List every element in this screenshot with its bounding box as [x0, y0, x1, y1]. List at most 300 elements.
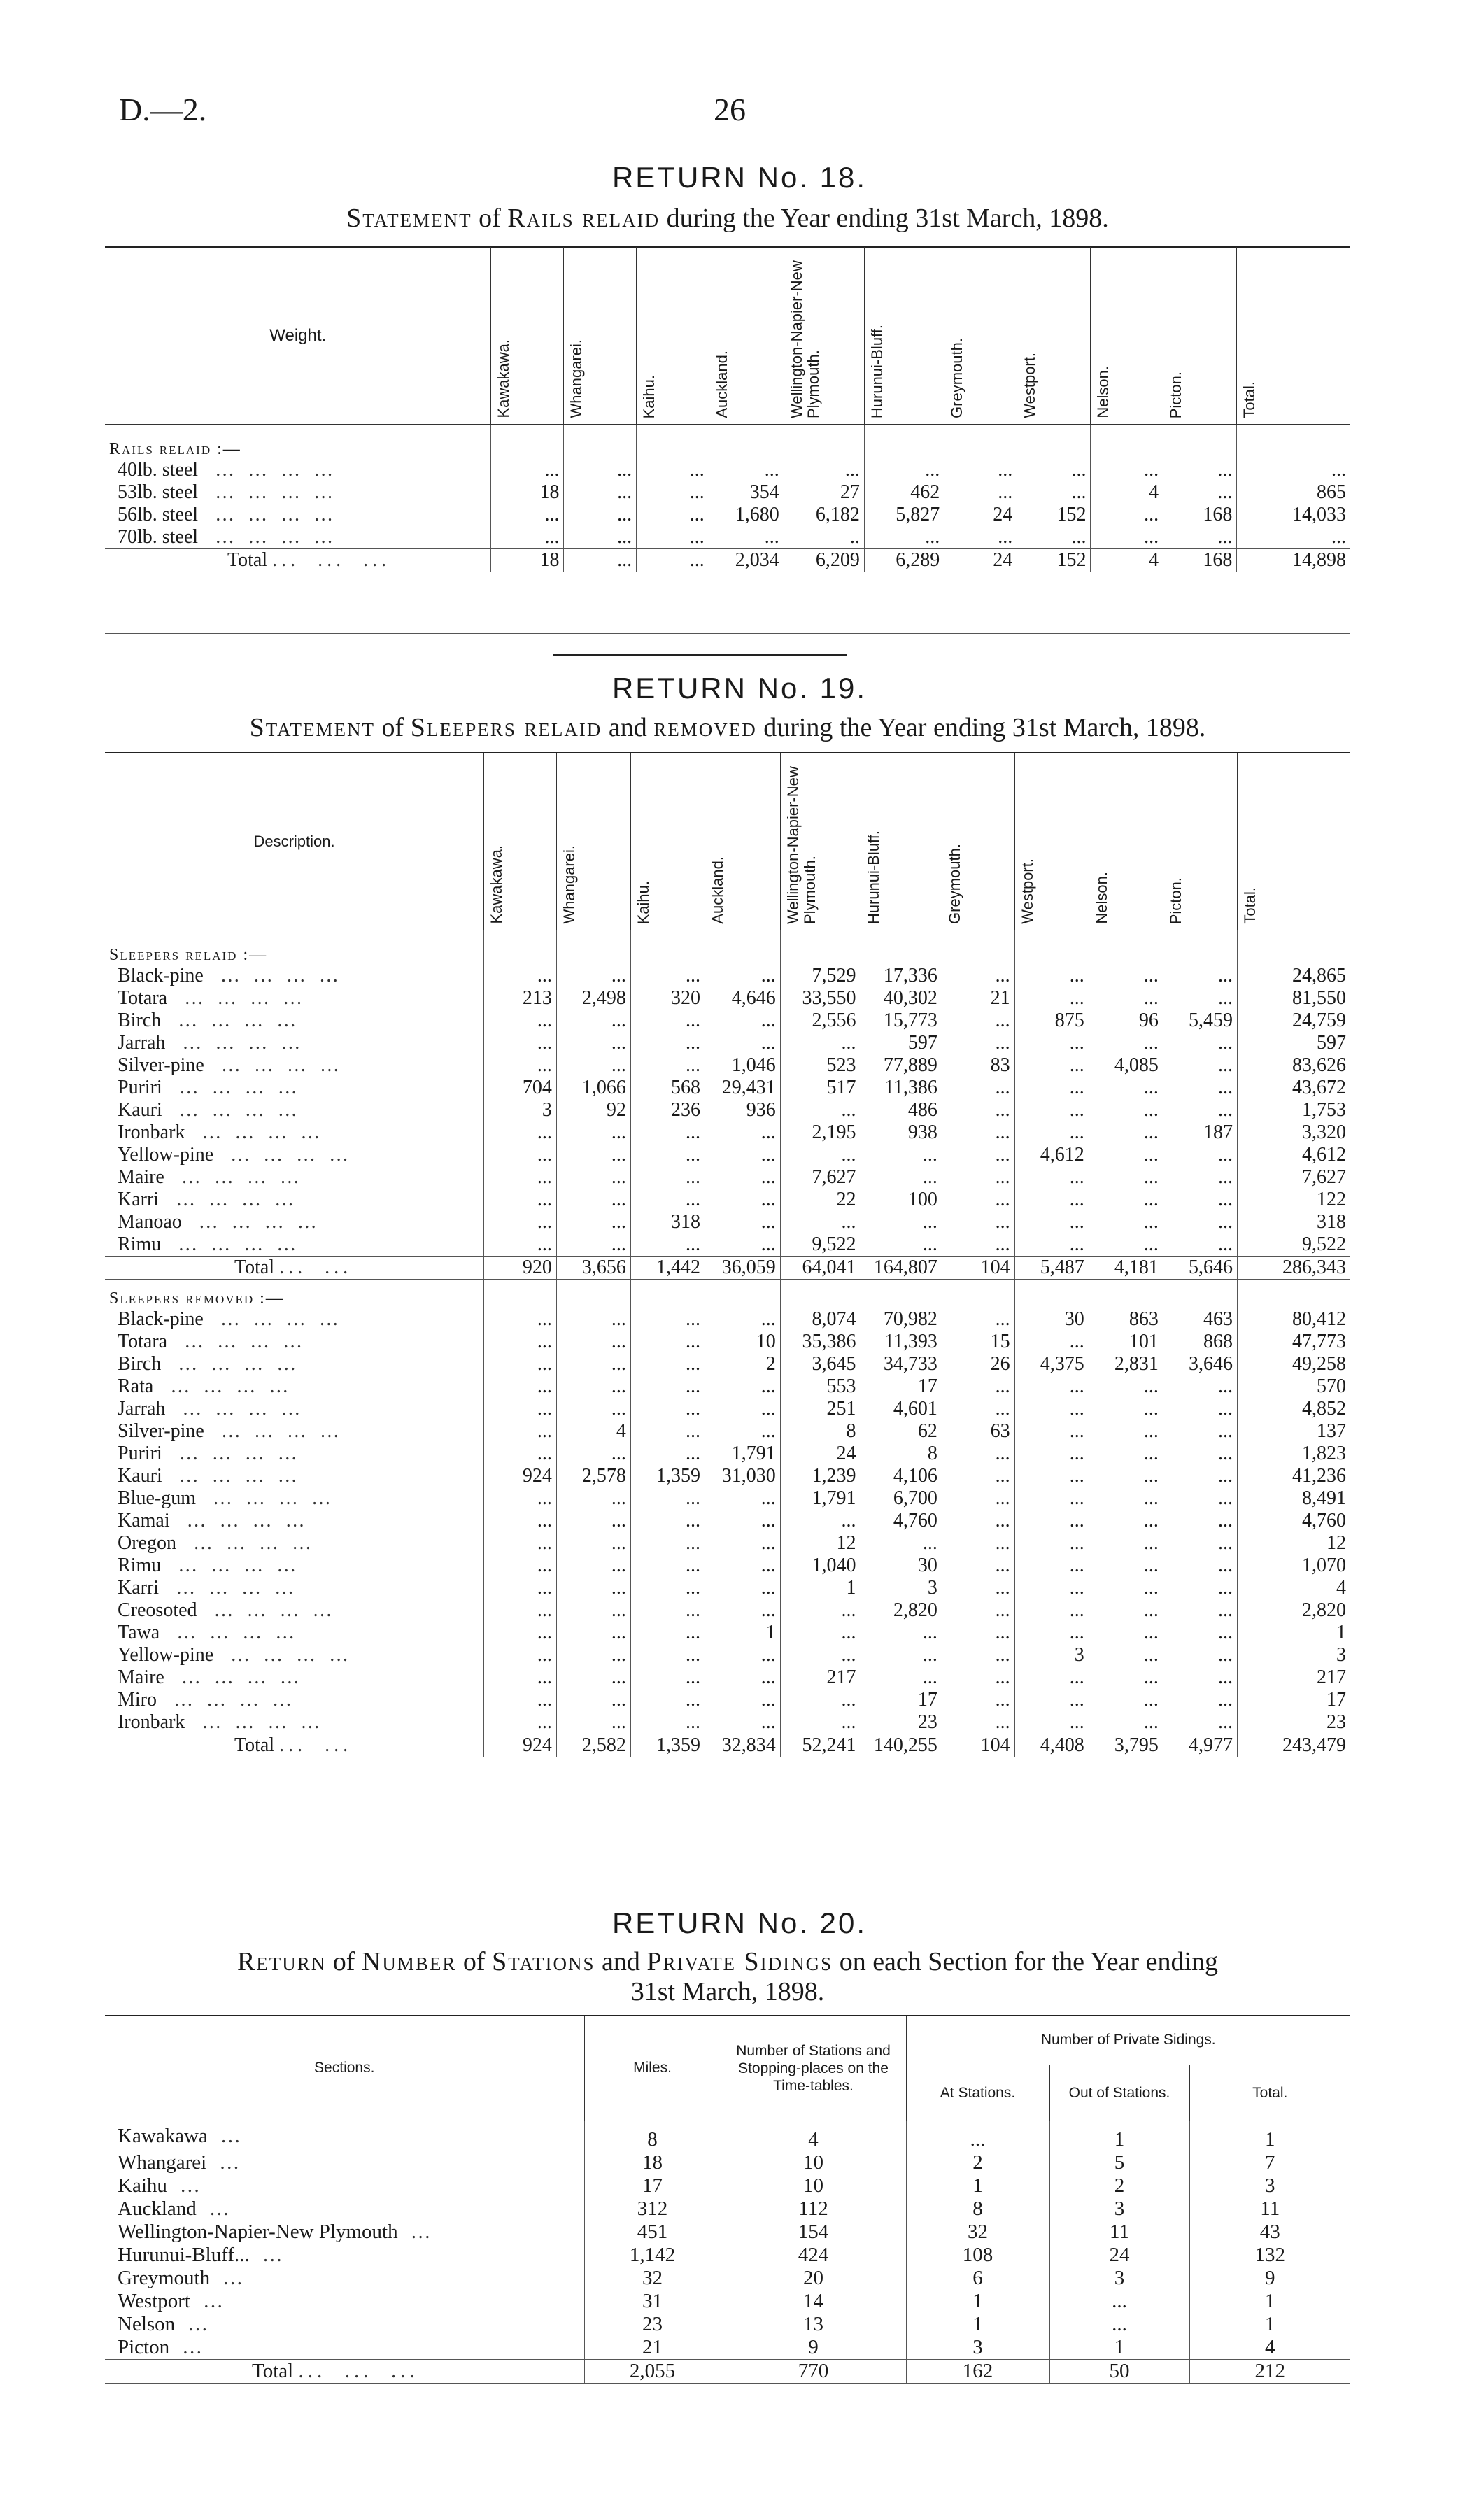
cell-value: 3	[1049, 2267, 1189, 2290]
table-row: Puriri … … … … ... ... ... 1,791 24 8 ... ... ... ... 1,823	[105, 1443, 1350, 1465]
cell-value: ...	[944, 526, 1017, 549]
cell-value: 217	[780, 1666, 861, 1689]
table-row: Manoao … … … … ... ... 318 ... ... ... ... ... ... ... 318	[105, 1211, 1350, 1233]
cell-value: ...	[1163, 1510, 1237, 1532]
cell-value: ...	[1089, 1487, 1163, 1510]
cell-value: 9	[1189, 2267, 1350, 2290]
separator-rule	[553, 654, 847, 656]
cell-value: ...	[484, 1689, 557, 1711]
table-row: Creosoted … … … … ... ... ... ... ... 2,820 ... ... ... ... 2,820	[105, 1599, 1350, 1622]
cell-value: ...	[1089, 1166, 1163, 1189]
cell-value: ...	[484, 1233, 557, 1257]
cell-value: 11,386	[861, 1077, 942, 1099]
cell-value: 424	[721, 2244, 906, 2267]
cell-value: ...	[1014, 1599, 1089, 1622]
row-label: Maire	[118, 1666, 164, 1688]
cell-value: 1,046	[705, 1054, 781, 1077]
cell-value: 4,646	[705, 987, 781, 1010]
cell-value: ...	[1014, 1465, 1089, 1487]
section-name: Kawakawa	[118, 2125, 208, 2147]
cell-value: ...	[906, 2121, 1049, 2152]
return-19-statement: Statement of Sleepers relaid and removed during the Year ending 31st March, 1898.	[249, 713, 1206, 742]
cell-value: ...	[861, 1211, 942, 1233]
cell-value: 23	[861, 1711, 942, 1734]
section-name: Greymouth	[118, 2267, 211, 2289]
row-label: Creosoted	[118, 1599, 197, 1621]
cell-value: ...	[942, 1099, 1014, 1121]
cell-value: ...	[1237, 526, 1350, 549]
table-row: Puriri … … … … 704 1,066 568 29,431 517 11,386 ... ... ... ... 43,672	[105, 1077, 1350, 1099]
cell-value: ...	[556, 965, 630, 987]
return-19-table	[105, 753, 1350, 1757]
return-18-table	[105, 247, 1350, 572]
cell-value: 570	[1237, 1375, 1350, 1398]
cell-value: 4,601	[861, 1398, 942, 1420]
cell-value: 924	[484, 1465, 557, 1487]
document-reference: D.—2.	[119, 92, 207, 127]
cell-value: 4	[556, 1420, 630, 1443]
cell-value: ...	[705, 1510, 781, 1532]
cell-value: 1,753	[1237, 1099, 1350, 1121]
cell-value: ...	[491, 504, 564, 526]
cell-value: 3	[906, 2336, 1049, 2360]
cell-value: 868	[1163, 1331, 1237, 1353]
column-header: Hurunui-Bluff.	[861, 753, 942, 930]
cell-value: ...	[705, 1599, 781, 1622]
row-label: Jarrah	[118, 1398, 166, 1420]
cell-value: ...	[942, 965, 1014, 987]
cell-value: ...	[944, 481, 1017, 504]
cell-value: 77,889	[861, 1054, 942, 1077]
cell-value: ...	[705, 1375, 781, 1398]
cell-value: 10	[721, 2174, 906, 2197]
cell-value: ...	[1091, 459, 1163, 481]
cell-value: 4,106	[861, 1465, 942, 1487]
cell-value: 8	[906, 2197, 1049, 2221]
cell-value: ...	[1014, 1711, 1089, 1734]
cell-value: ...	[942, 1166, 1014, 1189]
cell-value: 704	[484, 1077, 557, 1099]
cell-value: ...	[705, 1689, 781, 1711]
cell-value: 318	[630, 1211, 705, 1233]
cell-value: ...	[637, 481, 709, 504]
cell-value: 597	[861, 1032, 942, 1054]
return-20-table	[105, 2016, 1350, 2384]
row-label: Rata	[118, 1375, 154, 1397]
table-row: Oregon … … … … ... ... ... ... 12 ... ... ... ... ... 12	[105, 1532, 1350, 1555]
total-value: ...	[637, 549, 709, 572]
total-value: 1,359	[630, 1734, 705, 1757]
cell-value: 27	[784, 481, 864, 504]
cell-value: 24	[780, 1443, 861, 1465]
total-label: Total	[234, 1257, 275, 1278]
cell-value: 17	[1237, 1689, 1350, 1711]
cell-value: 568	[630, 1077, 705, 1099]
cell-value: 312	[584, 2197, 721, 2221]
cell-value: 35,386	[780, 1331, 861, 1353]
cell-value: 1	[1189, 2290, 1350, 2313]
row-label: Birch	[118, 1353, 162, 1375]
cell-value: 9	[721, 2336, 906, 2360]
total-value: 24	[944, 549, 1017, 572]
row-label: Puriri	[118, 1077, 162, 1098]
cell-value: ...	[630, 1644, 705, 1666]
cell-value: 17	[861, 1689, 942, 1711]
page-number: 26	[714, 92, 746, 127]
table-row: Greymouth … 32 20 6 3 9	[105, 2267, 1350, 2290]
cell-value: ...	[861, 1666, 942, 1689]
cell-value: ...	[1163, 1233, 1237, 1257]
cell-value: ...	[1163, 1689, 1237, 1711]
column-header: Auckland.	[709, 247, 784, 425]
row-label: Tawa	[118, 1622, 160, 1643]
cell-value: ...	[942, 1599, 1014, 1622]
return-20-header-row	[105, 2016, 1350, 2065]
cell-value: ...	[942, 1032, 1014, 1054]
cell-value: ...	[556, 1211, 630, 1233]
cell-value: ...	[1014, 1532, 1089, 1555]
total-value: 4,408	[1014, 1734, 1089, 1757]
table-row: Kaihu … 17 10 1 2 3	[105, 2174, 1350, 2197]
cell-value: 33,550	[780, 987, 861, 1010]
return-18-statement: Statement of Rails relaid during the Year ending 31st March, 1898.	[346, 204, 1109, 233]
cell-value: 9,522	[780, 1233, 861, 1257]
cell-value: ...	[484, 1375, 557, 1398]
cell-value: 1	[780, 1577, 861, 1599]
row-label: Blue-gum	[118, 1487, 196, 1509]
total-value: 243,479	[1237, 1734, 1350, 1757]
cell-value: 517	[780, 1077, 861, 1099]
row-label: Kauri	[118, 1099, 162, 1121]
cell-value: ...	[556, 1331, 630, 1353]
cell-value: ...	[1089, 1375, 1163, 1398]
row-label: Totara	[118, 987, 168, 1009]
cell-value: ...	[705, 1577, 781, 1599]
cell-value: 63	[942, 1420, 1014, 1443]
total-value: 104	[942, 1257, 1014, 1280]
cell-value: ...	[630, 965, 705, 987]
total-value: 3,656	[556, 1257, 630, 1280]
cell-value: ...	[1163, 1054, 1237, 1077]
relaid-total-row: Total ... ... 920 3,656 1,442 36,059 64,041 164,807 104 5,487 4,181 5,646 286,343	[105, 1257, 1350, 1280]
cell-value: ...	[484, 1308, 557, 1331]
cell-value: ...	[861, 1532, 942, 1555]
total-value: 168	[1163, 549, 1237, 572]
section-name: Picton	[118, 2336, 170, 2358]
cell-value: ...	[630, 1555, 705, 1577]
cell-value: ...	[484, 965, 557, 987]
cell-value: ...	[942, 1555, 1014, 1577]
cell-value: ...	[1163, 526, 1237, 549]
total-value: ...	[564, 549, 637, 572]
cell-value: 18	[584, 2151, 721, 2174]
row-label: Manoao	[118, 1211, 182, 1233]
cell-value: ...	[1089, 1532, 1163, 1555]
cell-value: ...	[556, 1166, 630, 1189]
cell-value: ...	[484, 1622, 557, 1644]
cell-value: ...	[942, 1121, 1014, 1144]
cell-value: 168	[1163, 504, 1237, 526]
cell-value: ...	[1163, 1077, 1237, 1099]
cell-value: 96	[1089, 1010, 1163, 1032]
cell-value: ...	[556, 1189, 630, 1211]
cell-value: 21	[942, 987, 1014, 1010]
cell-value: 213	[484, 987, 557, 1010]
cell-value: 597	[1237, 1032, 1350, 1054]
table-row: Hurunui-Bluff... … 1,142 424 108 24 132	[105, 2244, 1350, 2267]
cell-value: ...	[861, 1622, 942, 1644]
cell-value: ...	[484, 1510, 557, 1532]
cell-value: ...	[1163, 1443, 1237, 1465]
column-header: Picton.	[1163, 753, 1237, 930]
cell-value: 15,773	[861, 1010, 942, 1032]
cell-value: 865	[1237, 481, 1350, 504]
row-label: Black-pine	[118, 1308, 204, 1330]
cell-value: ...	[780, 1689, 861, 1711]
cell-value: ...	[630, 1121, 705, 1144]
table-row: Kauri … … … … 3 92 236 936 ... 486 ... ... ... ... 1,753	[105, 1099, 1350, 1121]
table-row: Black-pine … … … … ... ... ... ... 8,074 70,982 ... 30 863 463 80,412	[105, 1308, 1350, 1331]
cell-value: 486	[861, 1099, 942, 1121]
cell-value: 92	[556, 1099, 630, 1121]
table-row: 70lb. steel … … … … ... ... ... ... .. ... ... ... ... ... ...	[105, 526, 1350, 549]
cell-value: ...	[1089, 1711, 1163, 1734]
cell-value: ...	[556, 1010, 630, 1032]
row-label: 53lb. steel	[118, 481, 199, 503]
cell-value: ...	[1089, 1465, 1163, 1487]
cell-value: ...	[1163, 1465, 1237, 1487]
cell-value: 462	[864, 481, 944, 504]
table-row: Westport … 31 14 1 ... 1	[105, 2290, 1350, 2313]
cell-value: 1,823	[1237, 1443, 1350, 1465]
cell-value: 8	[584, 2121, 721, 2152]
private-sidings-header: Number of Private Sidings.	[906, 2016, 1350, 2065]
cell-value: 22	[780, 1189, 861, 1211]
total-at-stations: 162	[906, 2360, 1049, 2384]
cell-value: 553	[780, 1375, 861, 1398]
cell-value: ...	[630, 1487, 705, 1510]
cell-value: ...	[705, 1487, 781, 1510]
cell-value: ...	[1089, 1032, 1163, 1054]
cell-value: ...	[630, 1711, 705, 1734]
cell-value: ...	[1089, 1398, 1163, 1420]
cell-value: ...	[1163, 1398, 1237, 1420]
table-row: Silver-pine … … … … ... 4 ... ... 8 62 63 ... ... ... 137	[105, 1420, 1350, 1443]
cell-value: 43	[1189, 2221, 1350, 2244]
cell-value: 26	[942, 1353, 1014, 1375]
cell-value: ...	[1089, 1555, 1163, 1577]
cell-value: ...	[556, 1121, 630, 1144]
cell-value: ...	[556, 1487, 630, 1510]
cell-value: ...	[1163, 1189, 1237, 1211]
cell-value: ...	[705, 1555, 781, 1577]
cell-value: ...	[484, 1577, 557, 1599]
cell-value: ...	[705, 1532, 781, 1555]
cell-value: ...	[1163, 481, 1237, 504]
cell-value: 24,759	[1237, 1010, 1350, 1032]
cell-value: ...	[1014, 1577, 1089, 1599]
cell-value: ...	[1163, 1032, 1237, 1054]
at-stations-header: At Stations.	[906, 2065, 1049, 2121]
cell-value: ...	[942, 1010, 1014, 1032]
cell-value: ...	[564, 504, 637, 526]
cell-value: 1,142	[584, 2244, 721, 2267]
cell-value: ...	[556, 1532, 630, 1555]
cell-value: 2,578	[556, 1465, 630, 1487]
cell-value: ...	[705, 1032, 781, 1054]
cell-value: ...	[944, 459, 1017, 481]
total-value: 52,241	[780, 1734, 861, 1757]
section-label: Rails relaid :—	[109, 440, 241, 458]
cell-value: 863	[1089, 1308, 1163, 1331]
table-row: Jarrah … … … … ... ... ... ... 251 4,601 ... ... ... ... 4,852	[105, 1398, 1350, 1420]
column-header: Greymouth.	[942, 753, 1014, 930]
cell-value: ...	[1089, 1211, 1163, 1233]
cell-value: ...	[1014, 1375, 1089, 1398]
cell-value: ...	[484, 1166, 557, 1189]
cell-value: ...	[1089, 1666, 1163, 1689]
cell-value: 1,791	[780, 1487, 861, 1510]
cell-value: ...	[630, 1166, 705, 1189]
cell-value: ...	[484, 1189, 557, 1211]
cell-value: ...	[556, 1711, 630, 1734]
cell-value: ...	[630, 1622, 705, 1644]
cell-value: ...	[1163, 1166, 1237, 1189]
cell-value: ...	[1014, 1189, 1089, 1211]
cell-value: ...	[942, 1510, 1014, 1532]
cell-value: ...	[556, 1398, 630, 1420]
cell-value: ...	[705, 1398, 781, 1420]
cell-value: ...	[484, 1144, 557, 1166]
total-out-of-stations: 50	[1049, 2360, 1189, 2384]
column-header: Greymouth.	[944, 247, 1017, 425]
cell-value: ...	[780, 1599, 861, 1622]
out-of-stations-header: Out of Stations.	[1049, 2065, 1189, 2121]
cell-value: ...	[1163, 1099, 1237, 1121]
total-value: 4	[1091, 549, 1163, 572]
cell-value: ...	[705, 1666, 781, 1689]
cell-value: ...	[1163, 1666, 1237, 1689]
cell-value: ...	[1089, 965, 1163, 987]
cell-value: 451	[584, 2221, 721, 2244]
cell-value: 320	[630, 987, 705, 1010]
section-name: Westport	[118, 2290, 190, 2312]
cell-value: ...	[630, 1308, 705, 1331]
row-label: Yellow-pine	[118, 1144, 214, 1166]
total-value: 64,041	[780, 1257, 861, 1280]
cell-value: 354	[709, 481, 784, 504]
cell-value: 3	[1237, 1644, 1350, 1666]
table-row: Ironbark … … … … ... ... ... ... ... 23 ... ... ... ... 23	[105, 1711, 1350, 1734]
column-header: Westport.	[1014, 753, 1089, 930]
cell-value: ...	[1089, 987, 1163, 1010]
cell-value: 132	[1189, 2244, 1350, 2267]
table-row: Black-pine … … … … ... ... ... ... 7,529 17,336 ... ... ... ... 24,865	[105, 965, 1350, 987]
return-19-header-row	[105, 753, 1350, 930]
cell-value: 23	[1237, 1711, 1350, 1734]
cell-value: ...	[491, 459, 564, 481]
cell-value: 3	[1049, 2197, 1189, 2221]
cell-value: 10	[721, 2151, 906, 2174]
cell-value: ...	[1014, 1077, 1089, 1099]
cell-value: 4,375	[1014, 1353, 1089, 1375]
cell-value: 108	[906, 2244, 1049, 2267]
cell-value: ...	[1089, 1644, 1163, 1666]
row-label: Karri	[118, 1189, 160, 1210]
cell-value: ...	[709, 459, 784, 481]
cell-value: 2	[705, 1353, 781, 1375]
cell-value: 8	[861, 1443, 942, 1465]
cell-value: 6,700	[861, 1487, 942, 1510]
total-value: 32,834	[705, 1734, 781, 1757]
cell-value: ...	[556, 1054, 630, 1077]
table-row: Wellington-Napier-New Plymouth … 451 154 32 11 43	[105, 2221, 1350, 2244]
column-header: Auckland.	[705, 753, 781, 930]
cell-value: 5	[1049, 2151, 1189, 2174]
cell-value: 2,556	[780, 1010, 861, 1032]
total-label: Total	[234, 1734, 275, 1756]
cell-value: ...	[637, 459, 709, 481]
cell-value: ...	[1089, 1443, 1163, 1465]
table-row: Ironbark … … … … ... ... ... ... 2,195 938 ... ... ... 187 3,320	[105, 1121, 1350, 1144]
cell-value: 4,760	[861, 1510, 942, 1532]
cell-value: ...	[630, 1032, 705, 1054]
cell-value: ...	[942, 1532, 1014, 1555]
cell-value: ...	[564, 459, 637, 481]
cell-value: ...	[1014, 1054, 1089, 1077]
table-row: Totara … … … … ... ... ... 10 35,386 11,393 15 ... 101 868 47,773	[105, 1331, 1350, 1353]
table-row: Birch … … … … ... ... ... 2 3,645 34,733 26 4,375 2,831 3,646 49,258	[105, 1353, 1350, 1375]
cell-value: ...	[1014, 1099, 1089, 1121]
cell-value: 32	[906, 2221, 1049, 2244]
row-label: 40lb. steel	[118, 459, 199, 481]
cell-value: ...	[942, 1689, 1014, 1711]
cell-value: ...	[1017, 459, 1091, 481]
cell-value: 2,831	[1089, 1353, 1163, 1375]
total-value: 140,255	[861, 1734, 942, 1757]
row-label: 56lb. steel	[118, 504, 199, 525]
row-label: Karri	[118, 1577, 160, 1599]
table-row: Rimu … … … … ... ... ... ... 1,040 30 ... ... ... ... 1,070	[105, 1555, 1350, 1577]
cell-value: ...	[1014, 1510, 1089, 1532]
cell-value: ...	[1163, 1577, 1237, 1599]
cell-value: ...	[942, 1666, 1014, 1689]
cell-value: 6	[906, 2267, 1049, 2290]
total-stations: 770	[721, 2360, 906, 2384]
cell-value: ...	[1089, 1121, 1163, 1144]
cell-value: ...	[780, 1510, 861, 1532]
cell-value: 7,529	[780, 965, 861, 987]
cell-value: 30	[1014, 1308, 1089, 1331]
cell-value: ...	[705, 1211, 781, 1233]
cell-value: 4,760	[1237, 1510, 1350, 1532]
cell-value: ...	[1014, 1121, 1089, 1144]
total-value: 6,209	[784, 549, 864, 572]
cell-value: ...	[1163, 1622, 1237, 1644]
cell-value: 1	[1237, 1622, 1350, 1644]
cell-value: ...	[484, 1666, 557, 1689]
cell-value: ...	[942, 1308, 1014, 1331]
sidings-total-header: Total.	[1189, 2065, 1350, 2121]
cell-value: 8,491	[1237, 1487, 1350, 1510]
cell-value: 24	[1049, 2244, 1189, 2267]
cell-value: ...	[484, 1487, 557, 1510]
return-18-title: RETURN No. 18.	[611, 161, 868, 194]
total-value: 286,343	[1237, 1257, 1350, 1280]
cell-value: ...	[1163, 1144, 1237, 1166]
cell-value: ...	[484, 1032, 557, 1054]
cell-value: ...	[556, 1577, 630, 1599]
